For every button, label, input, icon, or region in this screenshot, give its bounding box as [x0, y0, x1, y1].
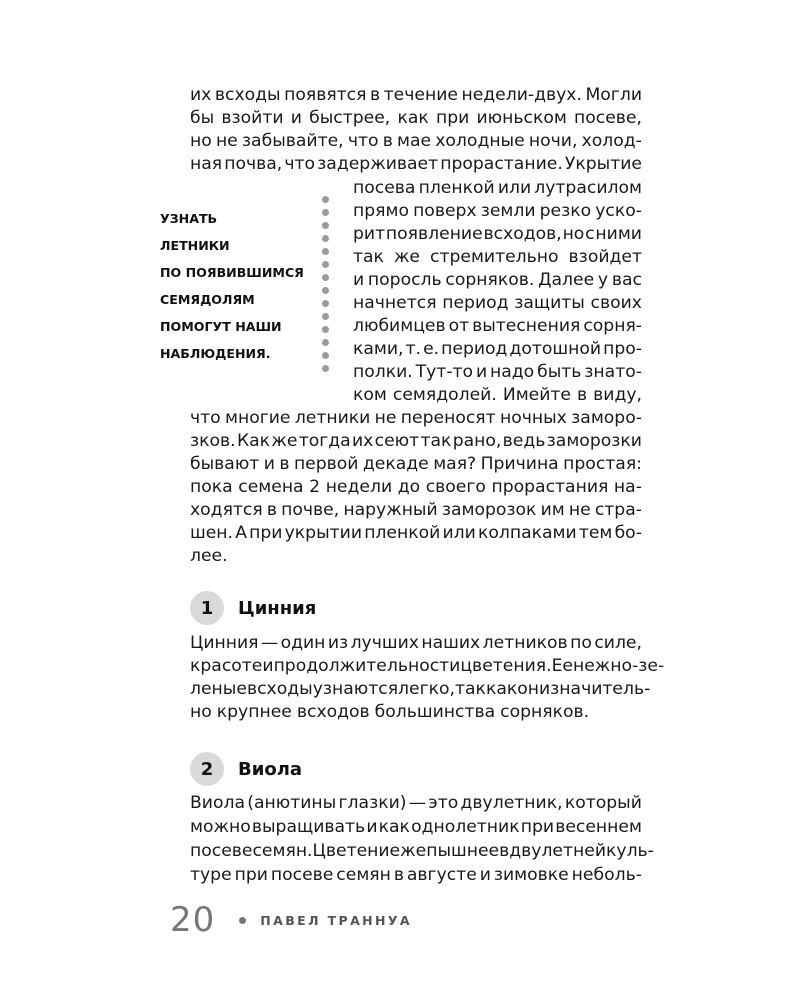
- text-line: пока семена 2 недели до своего прорастания на-: [190, 477, 642, 497]
- text-line: Виола (анютины глазки) — это двулетник, который: [190, 793, 642, 813]
- divider-dot: [322, 352, 329, 359]
- text-line: что многие летники не переносят ночных заморо-: [190, 408, 642, 428]
- text-line: красоте и продолжительности цветения. Ее нежно-зе-: [190, 656, 665, 676]
- text-line: посева пленкой или лутрасилом: [353, 178, 642, 198]
- footer-dot: [239, 917, 246, 924]
- divider-dot: [322, 339, 329, 346]
- page-footer: [170, 900, 412, 940]
- text-line: можно выращивать и как однолетник при весеннем: [190, 817, 642, 837]
- divider-dot: [322, 222, 329, 229]
- divider-dot: [322, 300, 329, 307]
- callout-line: УЗНАТЬ: [160, 211, 218, 226]
- text-line: леные всходы узнаются легко, так как они значитель-: [190, 679, 651, 699]
- sidebar-callout: [160, 205, 325, 367]
- callout-line: СЕМЯДОЛЯМ: [160, 292, 255, 307]
- text-line: полки. Тут-то и надо быть знато-: [353, 362, 642, 382]
- text-line: их всходы появятся в течение недели-двух. Могли: [190, 85, 642, 105]
- callout-line: ПОМОГУТ НАШИ: [160, 319, 282, 334]
- text-line: ходятся в почве, наружный заморозок им не стра-: [190, 500, 642, 520]
- text-line: рит появление всходов, но с ними: [353, 224, 642, 244]
- text-line: так же стремительно взойдет: [353, 247, 642, 267]
- divider-dot: [322, 274, 329, 281]
- divider-dot: [322, 248, 329, 255]
- section-title: Виола: [238, 758, 303, 780]
- text-line: начнется период защиты своих: [353, 293, 642, 313]
- divider-dot: [322, 287, 329, 294]
- divider-dot: [322, 261, 329, 268]
- text-line: но не забывайте, что в мае холодные ночи, холод-: [190, 131, 642, 151]
- text-line: любимцев от вытеснения сорня-: [353, 316, 642, 336]
- text-line: посеве семян. Цветение же пышнее в двулетней куль-: [190, 841, 654, 861]
- text-line: ная почва, что задерживает прорастание. Укрытие: [190, 154, 642, 174]
- text-line: бывают и в первой декаде мая? Причина простая:: [190, 454, 642, 474]
- section-number-badge: 1: [190, 591, 224, 625]
- text-line: туре при посеве семян в августе и зимовке неболь-: [190, 865, 642, 885]
- section-heading-zinnia: [190, 591, 316, 625]
- text-line: прямо поверх земли резко уско-: [353, 201, 642, 221]
- section-title: Цинния: [238, 597, 317, 619]
- divider-dot: [322, 196, 329, 203]
- running-author: ПАВЕЛ ТРАННУА: [260, 912, 412, 928]
- text-line: шен. А при укрытии пленкой или колпаками тем бо-: [190, 523, 642, 543]
- page-number: 20: [170, 900, 216, 940]
- divider-dot: [322, 235, 329, 242]
- text-line: бы взойти и быстрее, как при июньском посеве,: [190, 108, 642, 128]
- section-heading-viola: [190, 752, 302, 786]
- callout-line: ЛЕТНИКИ: [160, 238, 230, 253]
- text-line: зков. Как же тогда их сеют так рано, ведь заморозки: [190, 431, 642, 451]
- text-line: но крупнее всходов большинства сорняков.: [190, 702, 590, 722]
- text-line: лее.: [190, 546, 228, 566]
- divider-dot: [322, 365, 329, 372]
- text-line: ками, т. е. период дотошной про-: [353, 339, 642, 359]
- callout-line: НАБЛЮДЕНИЯ.: [160, 346, 271, 361]
- divider-dot: [322, 209, 329, 216]
- text-line: Цинния — один из лучших наших летников по силе,: [190, 633, 642, 653]
- text-line: и поросль сорняков. Далее у вас: [353, 270, 642, 290]
- text-line: ком семядолей. Имейте в виду,: [353, 385, 642, 405]
- divider-dot: [322, 326, 329, 333]
- divider-dot: [322, 313, 329, 320]
- section-number-badge: 2: [190, 752, 224, 786]
- callout-line: ПО ПОЯВИВШИМСЯ: [160, 265, 304, 280]
